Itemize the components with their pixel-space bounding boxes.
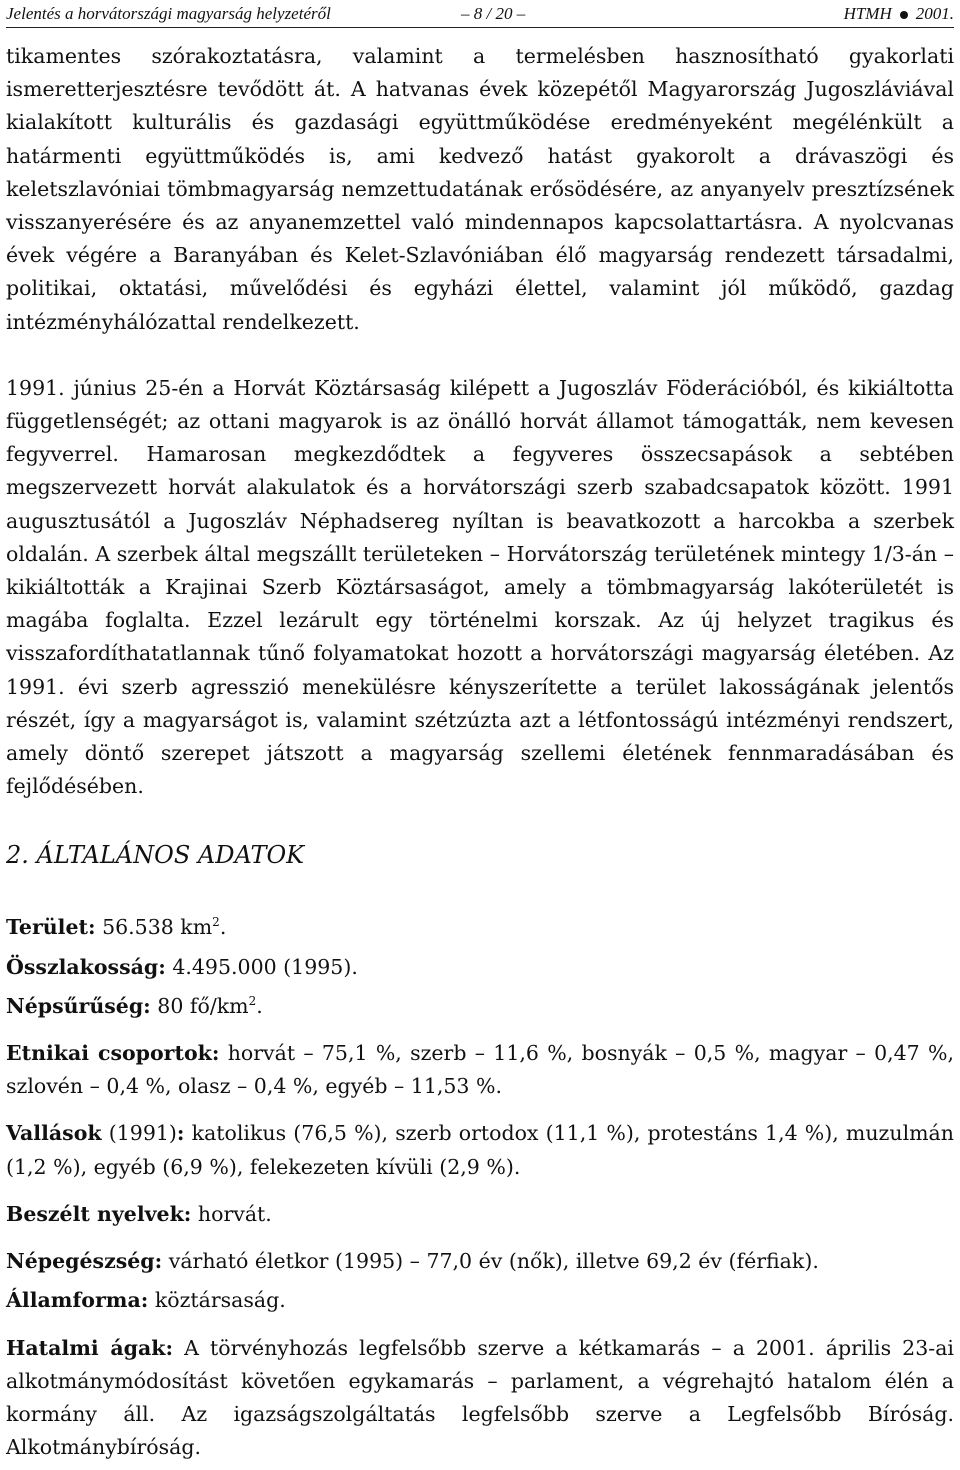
- field-label: Összlakosság:: [6, 954, 166, 979]
- superscript: 2: [248, 994, 257, 1009]
- field-label: Államforma:: [6, 1288, 149, 1313]
- field-label: Beszélt nyelvek:: [6, 1201, 192, 1226]
- field-osszlakossag: [6, 951, 954, 984]
- field-value: horvát.: [197, 1201, 272, 1226]
- field-label-colon: :: [176, 1121, 185, 1146]
- field-hatalmi: [6, 1332, 954, 1465]
- field-value: 4.495.000 (1995).: [172, 954, 358, 979]
- superscript: 2: [212, 915, 220, 930]
- paragraph-history-2: 1991. június 25-én a Horvát Köztársaság kilépett a Jugoszláv Föderációból, és kikiáltotta függetlenségét; az ottani magyarok is az önálló horvát államot támogatták, nem kevesen fegyverrel. Hamarosan megkezdődtek a fegyveres összecsapások a sebtében megszervezett horvát alakulatok és a horvátországi szerb szabadcsapatok között. 1991 augusztusától a Jugoszláv Néphadsereg nyíltan is beavatkozott a harcokba a szerbek oldalán. A szerbek által megszállt területeken – Horvátország területének mintegy 1/3-án – kikiáltották a Krajinai Szerb Köztársaságot, amely a tömbmagyarság lakóterületét is magába foglalta. Ezzel lezárult egy történelmi korszak. Az új helyzet tragikus és visszafordíthatatlannak tűnő folyamatokat hozott a horvátországi magyarság életében. Az 1991. évi szerb agresszió menekülésre kényszerítette a terület lakosságának jelentős részét, így a magyarságot is, valamint szétzúzta azt a létfontosságú intézményi rendszert, amely döntő szerepet játszott a magyarság szellemi életének fennmaradásában és fejlődésében.: [6, 375, 954, 799]
- section-title: 2. ÁLTALÁNOS ADATOK: [6, 841, 305, 870]
- field-value: katolikus (76,5 %), szerb ortodox (11,1 %), protestáns 1,4 %), muzulmán (1,2 %), egyéb (6,9 %), felekezeten kívüli (2,9 %).: [6, 1121, 954, 1179]
- field-nepsuruseg: [6, 990, 954, 1023]
- field-value: A törvényhozás legfelsőbb szerve a kétkamarás – a 2001. április 23-ai alkotmánymódosítást követően egykamarás – parlament, a végrehajtó hatalom élén a kormány áll. Az igazságszolgáltatás legfelsőbb szerve a Legfelsőbb Bíróság. Alkotmánybíróság.: [6, 1335, 954, 1460]
- field-nepegeszseg: [6, 1245, 954, 1278]
- field-label: Etnikai csoportok:: [6, 1041, 220, 1066]
- header-rule: [6, 27, 954, 28]
- page-header: [6, 0, 954, 28]
- header-publisher: [844, 4, 954, 24]
- header-document-title: Jelentés a horvátországi magyarság helyzetéről: [6, 4, 331, 23]
- field-label: Hatalmi ágak:: [6, 1335, 174, 1360]
- field-label: Népsűrűség:: [6, 993, 151, 1018]
- field-label: Népegészség:: [6, 1249, 163, 1274]
- field-vallasok: [6, 1117, 954, 1183]
- field-nyelvek: [6, 1198, 954, 1231]
- field-value: köztársaság.: [154, 1288, 286, 1313]
- field-label: Terület:: [6, 915, 96, 940]
- field-value: várható életkor (1995) – 77,0 év (nők), illetve 69,2 év (férfiak).: [168, 1249, 819, 1274]
- field-label: Vallások: [6, 1121, 102, 1146]
- field-tail: .: [219, 915, 227, 940]
- field-etnikai: [6, 1037, 954, 1103]
- document-body: [6, 40, 954, 1470]
- header-year: 2001.: [915, 4, 954, 23]
- header-publisher-name: HTMH: [843, 4, 892, 23]
- field-allamforma: [6, 1284, 954, 1317]
- bullet-dot-icon: [900, 11, 908, 19]
- field-value: 80 fő/km: [157, 993, 249, 1018]
- paragraph-history-1: tikamentes szórakoztatásra, valamint a termelésben hasznosítható gyakorlati ismeretterjesztésre tevődött át. A hatvanas évek közepétől Magyarország Jugoszláviával kialakított kulturális és gazdasági együttműködése eredményeként megélénkült a határmenti együttműködés is, ami kedvező hatást gyakorolt a drávaszögi és keletszlavóniai tömbmagyarság nemzettudatának erősödésére, az anyanyelv presztízsének visszanyerésére és az anyanemzettel való mindennapos kapcsolattartásra. A nyolcvanas évek végére a Baranyában és Kelet-Szlavóniában élő magyarság rendezett társadalmi, politikai, oktatási, művelődési és egyházi élettel, valamint jól működő, gazdag intézményhálózattal rendelkezett.: [6, 44, 954, 334]
- field-value: 56.538 km: [102, 915, 213, 940]
- field-terulet: [6, 911, 954, 944]
- field-value: horvát – 75,1 %, szerb – 11,6 %, bosnyák – 0,5 %, magyar – 0,47 %, szlovén – 0,4 %, olasz – 0,4 %, egyéb – 11,53 %.: [6, 1041, 954, 1099]
- header-page-number: – 8 / 20 –: [461, 4, 526, 23]
- field-label-year: (1991): [108, 1121, 177, 1146]
- field-tail: .: [256, 993, 263, 1018]
